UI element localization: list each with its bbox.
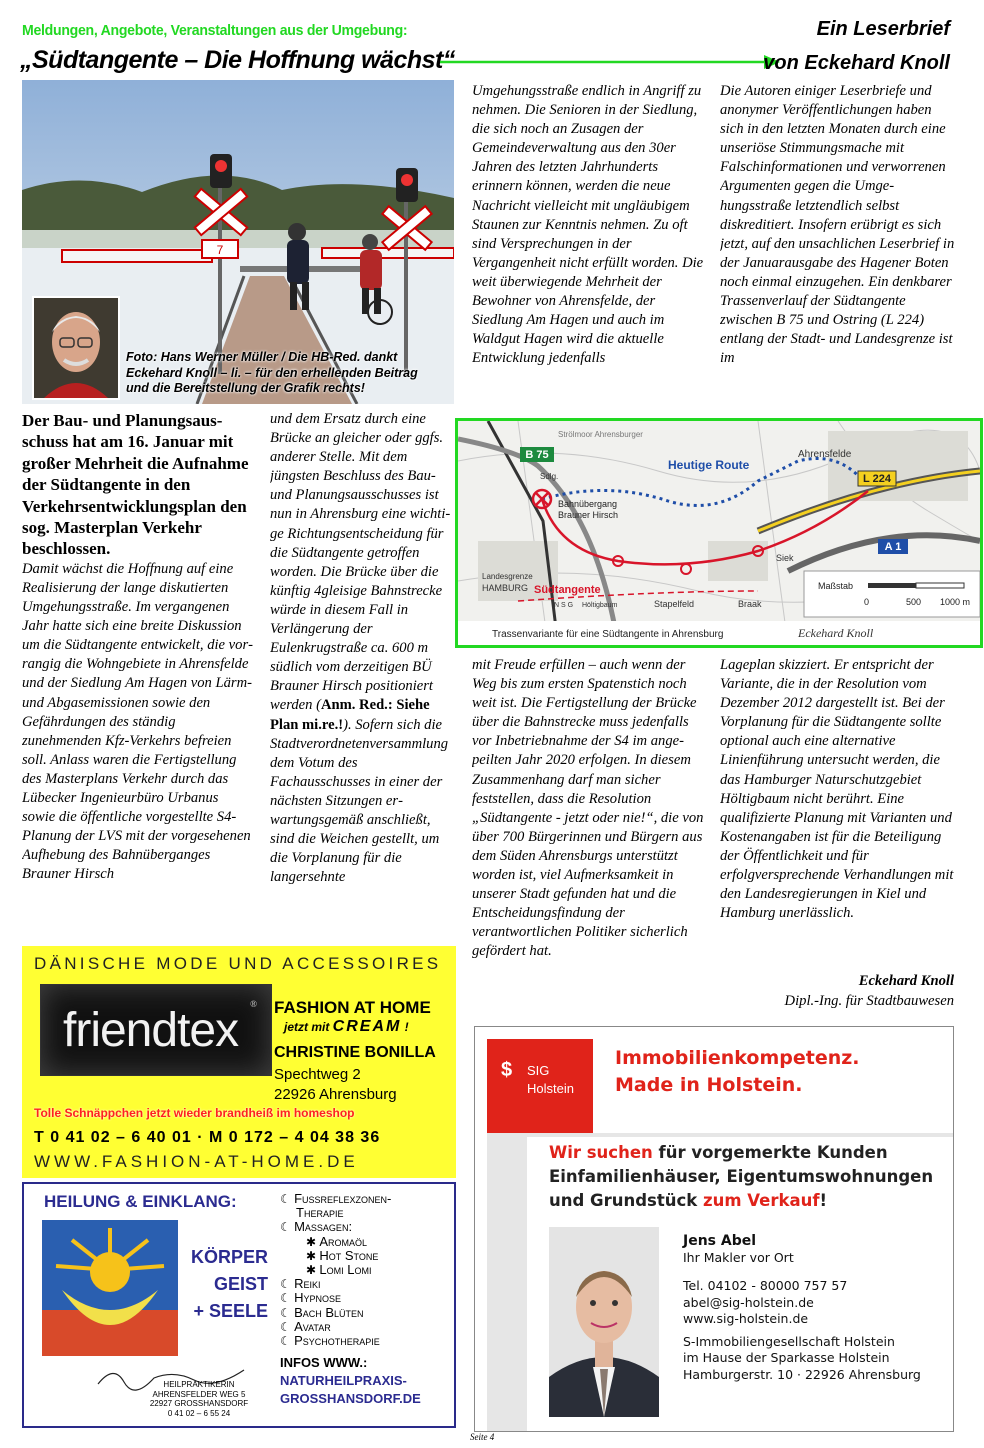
hl-item: Avatar bbox=[294, 1318, 331, 1334]
agent-photo bbox=[549, 1227, 659, 1417]
map-label-heutige-route: Heutige Route bbox=[668, 458, 750, 472]
map-label-top: Strölmoor Ahrensburger bbox=[558, 430, 643, 439]
hl-title: HEILUNG & EINKLANG: bbox=[44, 1192, 237, 1211]
article-col3-bottom-text: mit Freude erfüllen – auch wenn der Weg bis zum ersten Spatenstich noch weit ist. Die Fertigstellung der Brücke über die Bahnstrecke muss jedenfalls vor Inbetriebnahme der S4 im angepeilten Jahr 2020 erfolgen. In diesem Zusammenhang darf man sicher feststellen, dass die Resolution „Südtangente - jetzt oder nie!“, die von über 700 Bürgerinnen und Bürgern aus dem Süden Ahrensburgs unterstützt worden ist, viel Aufmerksamkeit in unserer Stadt gefunden hat und die Entscheidungsfindung der verantwortlichen Politiker sicherlich gefördert hat. bbox=[472, 657, 704, 960]
sig-search-l1: für vorgemerkte Kunden bbox=[652, 1143, 888, 1162]
map-scale-1000: 1000 m bbox=[940, 597, 971, 607]
star-bullet-icon: ✱ bbox=[306, 1248, 320, 1263]
ft-subtitle bbox=[284, 1018, 409, 1036]
article-col4-top-text: Die Autoren einiger Leserbriefe und anonymer Veröffentlichungen haben sich in den letzten Monaten durch eine unseriöse Stimmungsmache mit Falschinformationen und verworrenen Argumenten gegen die Umgehungsstraße letztendlich selbst diskreditiert. Insofern erübrigt es sich jetzt, auf den unsachlichen Leserbrief in der Januarausgabe des Hagener Boten noch einmal einzugehen. Ein denkbarer Trassenverlauf der Südtangente zwischen B 75 und Ostring (L 224) entlang der Stadt- und Landesgrenze ist im bbox=[720, 83, 955, 367]
sig-logo-name-1: SIG bbox=[527, 1063, 550, 1078]
map-footer: Trassenvariante für eine Südtangente in Ahrensburg bbox=[492, 629, 724, 640]
ad-sig-holstein bbox=[474, 1026, 954, 1432]
hl-heil-4: 0 41 02 – 6 55 24 bbox=[167, 1408, 231, 1418]
map-scale-500: 500 bbox=[906, 597, 922, 607]
map-label-suedtangente: Südtangente bbox=[534, 584, 601, 596]
sig-search-text bbox=[549, 1141, 949, 1213]
ft-website[interactable]: WWW.FASHION-AT-HOME.DE bbox=[34, 1152, 359, 1171]
map-label-hamburg: HAMBURG bbox=[482, 583, 529, 593]
sparkasse-icon: $ bbox=[501, 1059, 513, 1081]
map-label-brauner-hirsch: Brauner Hirsch bbox=[558, 510, 619, 520]
sig-logo-name-2: Holstein bbox=[527, 1081, 574, 1096]
friendtex-reg-mark: ® bbox=[250, 999, 257, 1009]
map-label-braak: Braak bbox=[738, 599, 762, 609]
agent-name: Jens Abel bbox=[683, 1233, 757, 1249]
map-scale-title: Maßstab bbox=[818, 581, 854, 591]
hl-item: Massagen: bbox=[294, 1219, 353, 1235]
friendtex-logo-text: friendtex bbox=[63, 1004, 239, 1057]
article-column-4-top bbox=[720, 82, 956, 416]
hl-geist: GEIST bbox=[213, 1274, 268, 1294]
article-column-2 bbox=[270, 410, 454, 940]
agent-email[interactable]: abel@sig-holstein.de bbox=[683, 1294, 814, 1310]
kicker: Ein Leserbrief bbox=[816, 18, 950, 40]
hl-item: Fußreflexzonen- bbox=[294, 1191, 392, 1206]
hl-item: Therapie bbox=[296, 1205, 344, 1221]
ft-name: CHRISTINE BONILLA bbox=[274, 1044, 436, 1061]
map-label-hoeltigbaum: Höltigbaum bbox=[582, 602, 618, 609]
map-label-l224: L 224 bbox=[863, 473, 891, 485]
sig-search-l2: Einfamilienhäuser, Eigentumswohnungen bbox=[549, 1167, 934, 1186]
editor-note: Anm. Red.: Siehe Plan mi.re.! bbox=[270, 697, 430, 733]
caption-line-1: Foto: Hans Werner Müller / Die HB-Red. dankt bbox=[126, 350, 398, 364]
moon-bullet-icon: ☾ bbox=[280, 1319, 295, 1334]
sig-frame-left bbox=[487, 1133, 527, 1432]
article-column-4-bottom bbox=[720, 656, 958, 974]
ft-promo: Tolle Schnäppchen jetzt wieder brandheiß im homeshop bbox=[34, 1106, 355, 1120]
ad-heilung bbox=[22, 1182, 456, 1428]
map-label-landesgrenze: Landesgrenze bbox=[482, 572, 533, 581]
article-column-3-bottom bbox=[472, 656, 706, 1016]
map-label-nsg: N S G bbox=[554, 602, 574, 609]
article-col2-text-b: ). Sofern sich die Stadtverordnetenversammlung dem Votum des Fachausschusses in einer der nächsten Sitzungen erwartungsgemäß anschließt, sind die Weichen gestellt, um die Vorplanung für die langersehnte bbox=[270, 716, 449, 886]
article-col1-text: Damit wächst die Hoffnung auf eine Realisierung der lange diskutierten Umgehungsstraße. Im vergangenen Jahr hatte sich eine breite Diskussion um die Südtangente entwickelt, die vorrangig die Wohngebiete in Ahrensfelde und der Siedlung Am Hagen von Lärm- und Abgasemissionen sowie den Gefährdungen des ständig zunehmenden Kfz-Verkehrs befreien soll. Anlass waren die Fertigstellung des Masterplans Verkehr durch das Lübecker Ingenieurbüro Urbanus sowie die öffentliche vorgestellte S4-Planung der LVS mit der vorgesehenen Aufhebung des Bahnüberganges Brauner Hirsch bbox=[22, 560, 254, 883]
hl-koerper-geist-seele bbox=[184, 1244, 268, 1325]
article-col4-bottom-text: Lageplan skizziert. Er entspricht der Variante, die in der Resolution vom Dezember 2012 dargestellt ist. Bei der Vorplanung für die Südtangente sollte optional auch eine alternative Linienführung untersucht werden, die das Hamburger Naturschutzgebiet Höltigbaum nicht berührt. Eine qualifizierte Planung mit Varianten und Kostenangaben ist für die Beteiligung der Öffentlichkeit und für erfolgversprechende Verhandlungen mit den Landesregierungen in Kiel und Hamburg unerlässlich. bbox=[720, 657, 954, 922]
map-label-b75: B 75 bbox=[525, 449, 549, 461]
map-signature: Eckehard Knoll bbox=[798, 626, 874, 640]
section-topline: Meldungen, Angebote, Veranstaltungen aus der Umgebung: bbox=[22, 22, 408, 39]
ad-friendtex bbox=[22, 946, 456, 1178]
ft-sub-suffix: ! bbox=[401, 1020, 409, 1034]
moon-bullet-icon: ☾ bbox=[280, 1277, 295, 1292]
map-label-bahnuebergang: Bahnübergang bbox=[558, 499, 618, 509]
sig-headline bbox=[615, 1045, 860, 1099]
page-number: Seite 4 bbox=[470, 1432, 495, 1442]
map-label-stapelfeld: Stapelfeld bbox=[654, 599, 695, 609]
map-label-sdlg: Sdlg. bbox=[540, 472, 559, 481]
sig-logo bbox=[487, 1039, 593, 1133]
hl-heil-3: 22927 GROSSHANSDORF bbox=[149, 1399, 249, 1408]
ft-phone: T 0 41 02 – 6 40 01 · M 0 172 – 4 04 38 36 bbox=[34, 1129, 381, 1146]
article-lead: Der Bau- und Planungsausschuss hat am 16. Januar mit großer Mehrheit die Aufnahme der Südtangente in den Verkehrsentwicklungsplan den sog. Masterplan Verkehr beschlossen. bbox=[22, 411, 249, 559]
hl-item: Lomi Lomi bbox=[319, 1262, 372, 1278]
ft-address-street: Spechtweg 2 bbox=[274, 1066, 361, 1083]
signature-title: Dipl.-Ing. für Stadtbauwesen bbox=[784, 993, 954, 1009]
hl-heil-1: HEILPRAKTIKERIN bbox=[163, 1380, 235, 1389]
star-bullet-icon: ✱ bbox=[306, 1263, 320, 1278]
moon-bullet-icon: ☾ bbox=[280, 1334, 295, 1349]
hl-seele: + SEELE bbox=[193, 1301, 268, 1321]
hl-item: Bach Blüten bbox=[294, 1304, 364, 1320]
headline: „Südtangente – Die Hoffnung wächst“ bbox=[20, 46, 455, 74]
map-label-siek: Siek bbox=[776, 553, 794, 563]
caption-line-2: Eckehard Knoll – li. – für den erhellenden Beitrag bbox=[126, 365, 418, 380]
map-label-a1: A 1 bbox=[884, 541, 902, 553]
caption-line-3: und die Bereitstellung der Grafik rechts! bbox=[126, 381, 365, 395]
sig-headline-1: Immobilienkompetenz. bbox=[615, 1047, 860, 1069]
moon-bullet-icon: ☾ bbox=[280, 1220, 295, 1235]
hl-item: Reiki bbox=[294, 1276, 321, 1292]
sig-search-red-2: zum Verkauf bbox=[703, 1191, 820, 1210]
ft-tagline: DÄNISCHE MODE UND ACCESSOIRES bbox=[34, 954, 442, 973]
friendtex-logo bbox=[40, 984, 272, 1076]
hl-infos bbox=[280, 1354, 421, 1408]
article-column-1 bbox=[22, 410, 254, 940]
moon-bullet-icon: ☾ bbox=[280, 1192, 295, 1206]
article-col3-top-text: Umgehungsstraße endlich in Angriff zu nehmen. Die Senioren in der Siedlung, die sich noch an Zusagen der Gemeindeverwaltung aus den 30er Jahren des letzten Jahrhunderts erinnern können, werden die neue Nachricht vielleicht mit ungläubigem Staunen zur Kenntnis nehmen. Zu oft sind Versprechungen in der Vergangenheit nicht erfüllt worden. Die weit überwiegende Mehrheit der Bewohner von Ahrensfelde, der Siedlung Am Hagen und auch im Waldgut Hagen wird die aktuelle Entwicklung jedenfalls bbox=[472, 83, 704, 367]
headline-arrow bbox=[440, 50, 780, 74]
hl-heil-2: AHRENSFELDER WEG 5 bbox=[152, 1389, 246, 1399]
ft-sub-cream: CREAM bbox=[332, 1018, 402, 1035]
sig-search-l3a: und Grundstück bbox=[549, 1191, 703, 1210]
hl-item: Hot Stone bbox=[319, 1247, 379, 1263]
agent-phone: Tel. 04102 - 80000 757 57 bbox=[683, 1278, 848, 1293]
sun-moon-image bbox=[42, 1220, 178, 1356]
sig-search-red-1: Wir suchen bbox=[549, 1143, 653, 1162]
ft-title: FASHION AT HOME bbox=[274, 998, 431, 1017]
hl-item: Psychotherapie bbox=[294, 1333, 380, 1349]
map-label-ahrensfelde: Ahrensfelde bbox=[798, 449, 852, 460]
hl-services-list bbox=[280, 1192, 391, 1348]
hl-item: Hypnose bbox=[294, 1290, 341, 1306]
article-column-3-top bbox=[472, 82, 704, 416]
sig-search-l3b: ! bbox=[819, 1191, 828, 1210]
author-line: von Eckehard Knoll bbox=[763, 52, 950, 74]
moon-bullet-icon: ☾ bbox=[280, 1305, 295, 1320]
hl-url-2[interactable]: GROSSHANSDORF.DE bbox=[280, 1391, 421, 1406]
sign-number: 7 bbox=[216, 243, 224, 257]
sig-headline-2: Made in Holstein. bbox=[615, 1074, 803, 1096]
hl-infos-label: INFOS WWW.: bbox=[280, 1355, 368, 1370]
moon-bullet-icon: ☾ bbox=[280, 1291, 295, 1306]
map-scale-0: 0 bbox=[864, 597, 870, 607]
photo-caption bbox=[126, 350, 418, 397]
company-line-1: S-Immobiliengesellschaft Holstein bbox=[683, 1333, 895, 1349]
star-bullet-icon: ✱ bbox=[306, 1234, 320, 1249]
agent-role: Ihr Makler vor Ort bbox=[683, 1249, 794, 1265]
company-line-3: Hamburgerstr. 10 · 22926 Ahrensburg bbox=[683, 1366, 921, 1382]
author-portrait bbox=[32, 296, 120, 400]
article-col2-text-a: und dem Ersatz durch eine Brücke an gleicher oder ggfs. anderer Stelle. Mit dem jüngsten Beschluss des Bau- und Planungsausschusses ist nun in Ahrensburg eine wichtige Richtungsentscheidung für die Südtangente getroffen worden. Die Brücke über die künftig 4gleisige Bahnstrecke würde in diesem Fall in Verlängerung der Eulenkrugstraße ca. 600 m südlich vom derzeitigen BÜ Brauner Hirsch positioniert werden ( bbox=[270, 411, 451, 714]
sig-contact bbox=[683, 1233, 921, 1383]
hl-practitioner bbox=[124, 1380, 274, 1418]
company-line-2: im Hause der Sparkasse Holstein bbox=[683, 1350, 890, 1365]
ft-address-city: 22926 Ahrensburg bbox=[274, 1086, 397, 1103]
hl-koerper: KÖRPER bbox=[190, 1247, 268, 1267]
agent-website[interactable]: www.sig-holstein.de bbox=[683, 1311, 809, 1326]
route-map bbox=[455, 418, 983, 648]
hl-item: Aromaöl bbox=[319, 1233, 368, 1249]
signature-name: Eckehard Knoll bbox=[858, 973, 954, 989]
ft-sub-prefix: jetzt mit bbox=[284, 1020, 333, 1034]
hl-url-1[interactable]: NATURHEILPRAXIS- bbox=[280, 1373, 407, 1388]
